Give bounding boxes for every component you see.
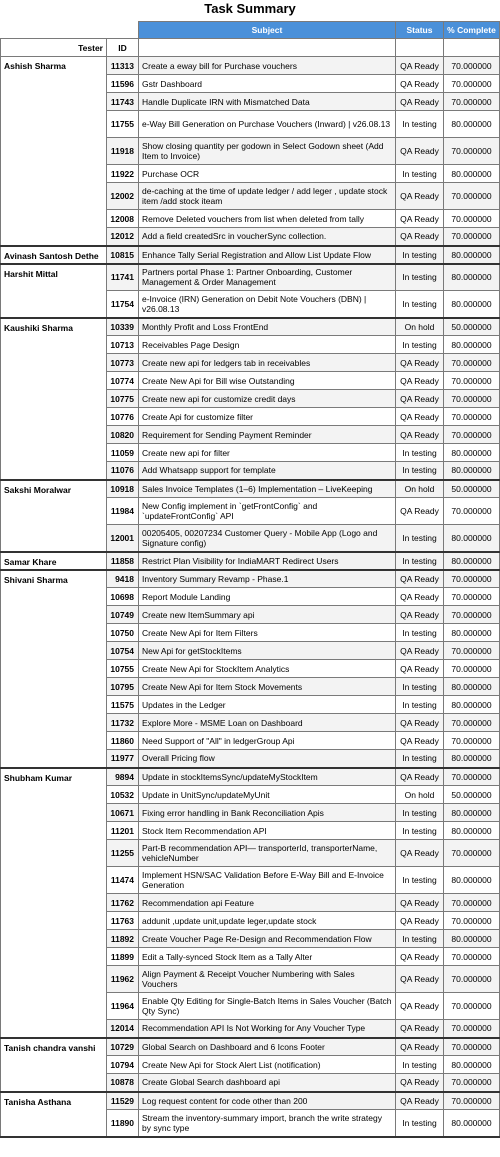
- task-id[interactable]: 11964: [107, 993, 139, 1020]
- table-row[interactable]: [1, 1038, 500, 1056]
- task-percent: 80.000000: [444, 444, 500, 462]
- task-percent: 70.000000: [444, 1074, 500, 1092]
- task-subject: Show closing quantity per godown in Select Godown sheet (Add Item to Invoice): [139, 138, 396, 165]
- task-status: QA Ready: [396, 75, 444, 93]
- task-subject: e-Invoice (IRN) Generation on Debit Note Vouchers (DBN) | v26.08.13: [139, 291, 396, 318]
- task-id[interactable]: 12014: [107, 1020, 139, 1038]
- task-id[interactable]: 11922: [107, 165, 139, 183]
- task-subject: New Api for getStockItems: [139, 642, 396, 660]
- task-status: QA Ready: [396, 183, 444, 210]
- tester-name: Harshit Mittal: [1, 264, 107, 318]
- task-subject: Stock Item Recommendation API: [139, 822, 396, 840]
- task-subject: Enhance Tally Serial Registration and Allow List Update Flow: [139, 246, 396, 264]
- task-percent: 70.000000: [444, 894, 500, 912]
- task-id[interactable]: 12012: [107, 228, 139, 246]
- task-subject: Create new api for customize credit days: [139, 390, 396, 408]
- task-id[interactable]: 10755: [107, 660, 139, 678]
- task-subject: Partners portal Phase 1: Partner Onboarding, Customer Management & Order Management: [139, 264, 396, 291]
- task-status: In testing: [396, 804, 444, 822]
- task-subject: Fixing error handling in Bank Reconciliation Apis: [139, 804, 396, 822]
- task-percent: 70.000000: [444, 642, 500, 660]
- task-subject: Monthly Profit and Loss FrontEnd: [139, 318, 396, 336]
- task-subject: Updates in the Ledger: [139, 696, 396, 714]
- tester-name: Shivani Sharma: [1, 570, 107, 768]
- task-percent: 70.000000: [444, 768, 500, 786]
- task-percent: 70.000000: [444, 732, 500, 750]
- task-percent: 80.000000: [444, 804, 500, 822]
- task-status: In testing: [396, 462, 444, 480]
- task-percent: 70.000000: [444, 840, 500, 867]
- task-status: In testing: [396, 264, 444, 291]
- task-id[interactable]: 12002: [107, 183, 139, 210]
- task-id[interactable]: 12001: [107, 525, 139, 552]
- task-status: QA Ready: [396, 840, 444, 867]
- page-title: Task Summary: [204, 1, 296, 16]
- task-id[interactable]: 11732: [107, 714, 139, 732]
- task-status: QA Ready: [396, 660, 444, 678]
- task-status: On hold: [396, 318, 444, 336]
- task-percent: 80.000000: [444, 552, 500, 570]
- tester-name: Tanish chandra vanshi: [1, 1038, 107, 1092]
- task-percent: 80.000000: [444, 678, 500, 696]
- task-subject: Add a field createdSrc in voucherSync collection.: [139, 228, 396, 246]
- task-status: QA Ready: [396, 390, 444, 408]
- task-percent: 70.000000: [444, 354, 500, 372]
- task-id[interactable]: 11059: [107, 444, 139, 462]
- task-percent: 70.000000: [444, 498, 500, 525]
- task-status: QA Ready: [396, 912, 444, 930]
- task-subject: Stream the inventory-summary import, branch the write strategy by sync type: [139, 1110, 396, 1137]
- task-status: QA Ready: [396, 57, 444, 75]
- task-subject: Handle Duplicate IRN with Mismatched Data: [139, 93, 396, 111]
- task-percent: 70.000000: [444, 390, 500, 408]
- task-id[interactable]: 10776: [107, 408, 139, 426]
- task-subject: Create Api for customize filter: [139, 408, 396, 426]
- task-status: In testing: [396, 444, 444, 462]
- column-header-status[interactable]: Status: [396, 22, 444, 39]
- tester-name: Samar Khare: [1, 552, 107, 570]
- task-status: In testing: [396, 867, 444, 894]
- task-status: On hold: [396, 480, 444, 498]
- task-status: QA Ready: [396, 948, 444, 966]
- task-percent: 70.000000: [444, 570, 500, 588]
- task-percent: 70.000000: [444, 1038, 500, 1056]
- task-id[interactable]: 10729: [107, 1038, 139, 1056]
- task-subject: Report Module Landing: [139, 588, 396, 606]
- task-percent: 70.000000: [444, 912, 500, 930]
- task-status: QA Ready: [396, 606, 444, 624]
- task-percent: 80.000000: [444, 624, 500, 642]
- task-status: In testing: [396, 696, 444, 714]
- task-percent: 70.000000: [444, 210, 500, 228]
- table-row[interactable]: [1, 57, 500, 75]
- task-status: QA Ready: [396, 498, 444, 525]
- task-id[interactable]: 10749: [107, 606, 139, 624]
- task-subject: Create Global Search dashboard api: [139, 1074, 396, 1092]
- task-id[interactable]: 10713: [107, 336, 139, 354]
- task-id[interactable]: 10698: [107, 588, 139, 606]
- task-percent: 70.000000: [444, 714, 500, 732]
- task-subject: Recommendation API Is Not Working for Any Voucher Type: [139, 1020, 396, 1038]
- task-percent: 70.000000: [444, 993, 500, 1020]
- task-id[interactable]: 10754: [107, 642, 139, 660]
- task-id[interactable]: 11892: [107, 930, 139, 948]
- task-percent: 70.000000: [444, 57, 500, 75]
- task-id[interactable]: 10671: [107, 804, 139, 822]
- table-row[interactable]: [1, 480, 500, 498]
- task-subject: e-Way Bill Generation on Purchase Vouchers (Inward) | v26.08.13: [139, 111, 396, 138]
- task-id[interactable]: 11754: [107, 291, 139, 318]
- task-subject: Create a eway bill for Purchase vouchers: [139, 57, 396, 75]
- task-id[interactable]: 10339: [107, 318, 139, 336]
- task-percent: 80.000000: [444, 867, 500, 894]
- task-id[interactable]: 10750: [107, 624, 139, 642]
- tester-name: Tanisha Asthana: [1, 1092, 107, 1137]
- task-percent: 70.000000: [444, 183, 500, 210]
- column-header-id[interactable]: ID: [107, 39, 139, 57]
- task-status: QA Ready: [396, 966, 444, 993]
- task-id[interactable]: 10878: [107, 1074, 139, 1092]
- task-subject: Need Support of "All" in ledgerGroup Api: [139, 732, 396, 750]
- task-subject: Create new api for ledgers tab in receivables: [139, 354, 396, 372]
- tester-name: Ashish Sharma: [1, 57, 107, 246]
- task-percent: 50.000000: [444, 480, 500, 498]
- task-status: On hold: [396, 786, 444, 804]
- task-percent: 80.000000: [444, 750, 500, 768]
- task-id[interactable]: 9894: [107, 768, 139, 786]
- task-percent: 80.000000: [444, 525, 500, 552]
- task-status: QA Ready: [396, 768, 444, 786]
- task-subject: Create New Api for Stock Alert List (notification): [139, 1056, 396, 1074]
- task-subject: Update in UnitSync/updateMyUnit: [139, 786, 396, 804]
- task-subject: Explore More - MSME Loan on Dashboard: [139, 714, 396, 732]
- task-percent: 70.000000: [444, 426, 500, 444]
- task-percent: 80.000000: [444, 1056, 500, 1074]
- task-percent: 70.000000: [444, 948, 500, 966]
- task-id[interactable]: 11474: [107, 867, 139, 894]
- task-table: [0, 21, 500, 1138]
- task-percent: 70.000000: [444, 1092, 500, 1110]
- task-status: QA Ready: [396, 138, 444, 165]
- task-percent: 70.000000: [444, 75, 500, 93]
- task-subject: Create Voucher Page Re-Design and Recommendation Flow: [139, 930, 396, 948]
- task-subject: de-caching at the time of update ledger / add leger , update stock item /add stock iteam: [139, 183, 396, 210]
- table-row[interactable]: [1, 1092, 500, 1110]
- task-percent: 80.000000: [444, 246, 500, 264]
- task-id[interactable]: 10775: [107, 390, 139, 408]
- task-id[interactable]: 10532: [107, 786, 139, 804]
- task-status: QA Ready: [396, 642, 444, 660]
- task-status: QA Ready: [396, 372, 444, 390]
- task-percent: 50.000000: [444, 318, 500, 336]
- task-status: QA Ready: [396, 570, 444, 588]
- task-id[interactable]: 11529: [107, 1092, 139, 1110]
- task-percent: 70.000000: [444, 606, 500, 624]
- task-percent: 80.000000: [444, 1110, 500, 1137]
- column-header-pct[interactable]: % Complete: [444, 22, 500, 39]
- task-percent: 70.000000: [444, 660, 500, 678]
- task-id[interactable]: 11596: [107, 75, 139, 93]
- task-percent: 80.000000: [444, 930, 500, 948]
- task-status: QA Ready: [396, 228, 444, 246]
- task-status: In testing: [396, 552, 444, 570]
- task-percent: 70.000000: [444, 408, 500, 426]
- task-subject: Update in stockItemsSync/updateMyStockItem: [139, 768, 396, 786]
- task-id[interactable]: 11984: [107, 498, 139, 525]
- task-id[interactable]: 11899: [107, 948, 139, 966]
- task-id[interactable]: 10794: [107, 1056, 139, 1074]
- task-subject: Add Whatsapp support for template: [139, 462, 396, 480]
- table-row[interactable]: [1, 264, 500, 291]
- task-id[interactable]: 10815: [107, 246, 139, 264]
- task-id[interactable]: 11858: [107, 552, 139, 570]
- table-row[interactable]: [1, 318, 500, 336]
- task-id[interactable]: 11741: [107, 264, 139, 291]
- task-percent: 50.000000: [444, 786, 500, 804]
- task-subject: Create New Api for Bill wise Outstanding: [139, 372, 396, 390]
- task-percent: 70.000000: [444, 138, 500, 165]
- task-id[interactable]: 10774: [107, 372, 139, 390]
- task-status: QA Ready: [396, 894, 444, 912]
- task-percent: 70.000000: [444, 1020, 500, 1038]
- task-id[interactable]: 10918: [107, 480, 139, 498]
- task-id[interactable]: 9418: [107, 570, 139, 588]
- task-id[interactable]: 11890: [107, 1110, 139, 1137]
- task-id[interactable]: 11977: [107, 750, 139, 768]
- task-status: In testing: [396, 822, 444, 840]
- task-subject: Create New Api for Item Filters: [139, 624, 396, 642]
- task-status: In testing: [396, 246, 444, 264]
- task-subject: Create New Api for Item Stock Movements: [139, 678, 396, 696]
- task-id[interactable]: 11575: [107, 696, 139, 714]
- task-subject: Inventory Summary Revamp - Phase.1: [139, 570, 396, 588]
- task-status: In testing: [396, 111, 444, 138]
- table-row[interactable]: [1, 552, 500, 570]
- task-percent: 80.000000: [444, 822, 500, 840]
- task-status: QA Ready: [396, 1092, 444, 1110]
- header-blank: [396, 39, 444, 57]
- task-percent: 70.000000: [444, 966, 500, 993]
- task-subject: Align Payment & Receipt Voucher Numbering with Sales Vouchers: [139, 966, 396, 993]
- task-status: In testing: [396, 1110, 444, 1137]
- task-subject: Enable Qty Editing for Single-Batch Items in Sales Voucher (Batch Qty Sync): [139, 993, 396, 1020]
- task-status: In testing: [396, 750, 444, 768]
- task-id[interactable]: 11076: [107, 462, 139, 480]
- task-percent: 80.000000: [444, 165, 500, 183]
- task-percent: 80.000000: [444, 111, 500, 138]
- column-header-tester[interactable]: Tester: [1, 39, 107, 57]
- task-status: In testing: [396, 1056, 444, 1074]
- task-id[interactable]: 11755: [107, 111, 139, 138]
- task-subject: Create new api for filter: [139, 444, 396, 462]
- task-status: In testing: [396, 930, 444, 948]
- tester-name: Kaushiki Sharma: [1, 318, 107, 480]
- task-status: QA Ready: [396, 1074, 444, 1092]
- task-status: QA Ready: [396, 408, 444, 426]
- task-status: QA Ready: [396, 210, 444, 228]
- task-status: QA Ready: [396, 1038, 444, 1056]
- task-status: In testing: [396, 165, 444, 183]
- header-blank: [107, 22, 139, 39]
- task-status: QA Ready: [396, 588, 444, 606]
- table-row[interactable]: [1, 768, 500, 786]
- task-id[interactable]: 11201: [107, 822, 139, 840]
- table-row[interactable]: [1, 570, 500, 588]
- task-id[interactable]: 11860: [107, 732, 139, 750]
- task-id[interactable]: 11255: [107, 840, 139, 867]
- task-subject: Edit a Tally-synced Stock Item as a Tally Alter: [139, 948, 396, 966]
- task-subject: Overall Pricing flow: [139, 750, 396, 768]
- task-subject: Requirement for Sending Payment Reminder: [139, 426, 396, 444]
- task-status: In testing: [396, 624, 444, 642]
- task-id[interactable]: 12008: [107, 210, 139, 228]
- task-id[interactable]: 11743: [107, 93, 139, 111]
- tester-name: Sakshi Moralwar: [1, 480, 107, 552]
- task-subject: Log request content for code other than 200: [139, 1092, 396, 1110]
- task-status: QA Ready: [396, 732, 444, 750]
- task-status: QA Ready: [396, 993, 444, 1020]
- task-status: QA Ready: [396, 354, 444, 372]
- task-subject: New Config implement in `getFrontConfig` and `updateFrontConfig` API: [139, 498, 396, 525]
- task-id[interactable]: 11918: [107, 138, 139, 165]
- task-id[interactable]: 11763: [107, 912, 139, 930]
- task-subject: 00205405, 00207234 Customer Query - Mobile App (Logo and Signature config): [139, 525, 396, 552]
- task-subject: Receivables Page Design: [139, 336, 396, 354]
- task-percent: 80.000000: [444, 291, 500, 318]
- task-subject: Recommendation api Feature: [139, 894, 396, 912]
- table-row[interactable]: [1, 246, 500, 264]
- task-percent: 70.000000: [444, 228, 500, 246]
- task-subject: Gstr Dashboard: [139, 75, 396, 93]
- task-subject: Create New Api for StockItem Analytics: [139, 660, 396, 678]
- task-subject: Global Search on Dashboard and 6 Icons Footer: [139, 1038, 396, 1056]
- column-header-subject[interactable]: Subject: [139, 22, 396, 39]
- task-id[interactable]: 11962: [107, 966, 139, 993]
- task-subject: addunit ,update unit,update leger,update stock: [139, 912, 396, 930]
- task-subject: Create new ItemSummary api: [139, 606, 396, 624]
- task-id[interactable]: 10820: [107, 426, 139, 444]
- task-id[interactable]: 10795: [107, 678, 139, 696]
- tester-name: Shubham Kumar: [1, 768, 107, 1038]
- task-percent: 70.000000: [444, 372, 500, 390]
- task-percent: 80.000000: [444, 336, 500, 354]
- task-subject: Part-B recommendation API— transporterId, transporterName, vehicleNumber: [139, 840, 396, 867]
- tester-name: Avinash Santosh Dethe: [1, 246, 107, 264]
- task-subject: Remove Deleted vouchers from list when deleted from tally: [139, 210, 396, 228]
- task-status: QA Ready: [396, 93, 444, 111]
- task-percent: 70.000000: [444, 93, 500, 111]
- task-status: In testing: [396, 291, 444, 318]
- task-status: QA Ready: [396, 714, 444, 732]
- task-percent: 80.000000: [444, 462, 500, 480]
- task-subject: Purchase OCR: [139, 165, 396, 183]
- header-blank: [444, 39, 500, 57]
- task-id[interactable]: 10773: [107, 354, 139, 372]
- task-table-body: [1, 57, 500, 1137]
- task-status: QA Ready: [396, 426, 444, 444]
- task-subject: Restrict Plan Visibility for IndiaMART Redirect Users: [139, 552, 396, 570]
- task-id[interactable]: 11762: [107, 894, 139, 912]
- header-blank: [139, 39, 396, 57]
- task-id[interactable]: 11313: [107, 57, 139, 75]
- task-status: QA Ready: [396, 1020, 444, 1038]
- task-status: In testing: [396, 678, 444, 696]
- task-status: In testing: [396, 525, 444, 552]
- task-percent: 80.000000: [444, 696, 500, 714]
- header-blank: [1, 22, 107, 39]
- task-subject: Sales Invoice Templates (1–6) Implementation – LiveKeeping: [139, 480, 396, 498]
- task-subject: Implement HSN/SAC Validation Before E-Way Bill and E-Invoice Generation: [139, 867, 396, 894]
- task-percent: 80.000000: [444, 264, 500, 291]
- task-status: In testing: [396, 336, 444, 354]
- task-percent: 70.000000: [444, 588, 500, 606]
